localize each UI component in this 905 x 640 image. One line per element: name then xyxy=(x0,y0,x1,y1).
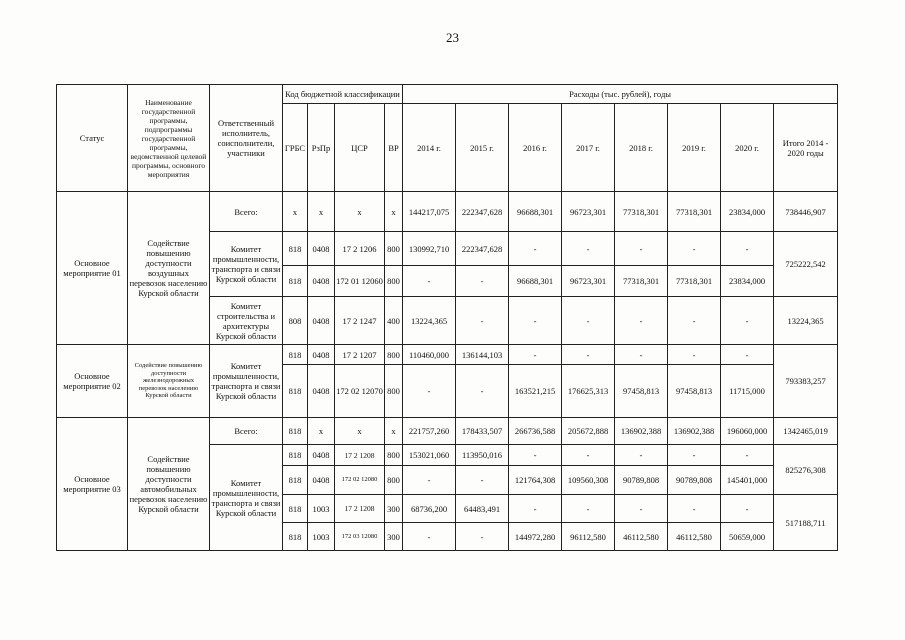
header-executor: Ответственный исполнитель, соисполнители, участники xyxy=(210,85,283,192)
cell: - xyxy=(562,232,615,266)
cell: 77318,301 xyxy=(668,266,721,297)
cell: 400 xyxy=(385,297,403,345)
cell: 0408 xyxy=(308,466,335,495)
cell: 800 xyxy=(385,365,403,418)
cell: 23834,000 xyxy=(721,192,774,232)
cell: - xyxy=(668,232,721,266)
cell: 121764,308 xyxy=(509,466,562,495)
header-status: Статус xyxy=(57,85,128,192)
cell: 818 xyxy=(283,418,308,445)
cell: - xyxy=(509,345,562,365)
cell: 96688,301 xyxy=(509,266,562,297)
cell: 17 2 1247 xyxy=(335,297,385,345)
cell: 77318,301 xyxy=(615,192,668,232)
col-2020: 2020 г. xyxy=(721,104,774,192)
m1-executor-1: Комитет промышленности, транспорта и связи Курской области xyxy=(210,232,283,297)
cell: 818 xyxy=(283,232,308,266)
col-csr: ЦСР xyxy=(335,104,385,192)
cell: - xyxy=(562,495,615,523)
cell: 13224,365 xyxy=(774,297,838,345)
cell: 0408 xyxy=(308,445,335,466)
cell: 825276,308 xyxy=(774,445,838,495)
cell: 144972,280 xyxy=(509,523,562,551)
cell: - xyxy=(721,297,774,345)
cell: - xyxy=(456,523,509,551)
cell: 222347,628 xyxy=(456,232,509,266)
cell: х xyxy=(308,418,335,445)
cell: - xyxy=(403,266,456,297)
cell: 90789,808 xyxy=(668,466,721,495)
col-grbs: ГРБС xyxy=(283,104,308,192)
cell: - xyxy=(721,495,774,523)
cell: 153021,060 xyxy=(403,445,456,466)
page-number: 23 xyxy=(446,30,459,45)
cell: 96723,301 xyxy=(562,192,615,232)
cell: 1003 xyxy=(308,495,335,523)
cell: 818 xyxy=(283,345,308,365)
cell: 300 xyxy=(385,495,403,523)
cell: 517188,711 xyxy=(774,495,838,551)
cell: х xyxy=(385,192,403,232)
cell: 222347,628 xyxy=(456,192,509,232)
cell: 136902,388 xyxy=(615,418,668,445)
cell: 145401,000 xyxy=(721,466,774,495)
cell: 77318,301 xyxy=(615,266,668,297)
col-2018: 2018 г. xyxy=(615,104,668,192)
cell: 136144,103 xyxy=(456,345,509,365)
cell: 178433,507 xyxy=(456,418,509,445)
cell: х xyxy=(385,418,403,445)
cell: - xyxy=(456,297,509,345)
col-2017: 2017 г. xyxy=(562,104,615,192)
cell: 172 02 12070 xyxy=(335,365,385,418)
cell: - xyxy=(509,232,562,266)
header-budget-code: Код бюджетной классификации xyxy=(283,85,403,104)
m1-total-label: Всего: xyxy=(210,192,283,232)
cell: 1003 xyxy=(308,523,335,551)
cell: 0408 xyxy=(308,232,335,266)
cell: 800 xyxy=(385,266,403,297)
cell: - xyxy=(509,297,562,345)
m3-name: Содействие повышению доступности автомобильных перевозок населению Курской области xyxy=(128,418,210,551)
cell: 113950,016 xyxy=(456,445,509,466)
cell: 130992,710 xyxy=(403,232,456,266)
m1-executor-2: Комитет строительства и архитектуры Курской области xyxy=(210,297,283,345)
cell: 136902,388 xyxy=(668,418,721,445)
col-rzpr: РзПр xyxy=(308,104,335,192)
cell: - xyxy=(562,445,615,466)
cell: 46112,580 xyxy=(668,523,721,551)
cell: - xyxy=(721,445,774,466)
cell: - xyxy=(456,266,509,297)
col-2014: 2014 г. xyxy=(403,104,456,192)
cell: 176625,313 xyxy=(562,365,615,418)
cell: 96112,580 xyxy=(562,523,615,551)
cell: 266736,588 xyxy=(509,418,562,445)
m2-name: Содействие повышению доступности железнодорожных перевозок населению Курской области xyxy=(128,345,210,418)
cell: 818 xyxy=(283,466,308,495)
cell: 17 2 1207 xyxy=(335,345,385,365)
cell: 0408 xyxy=(308,345,335,365)
cell: - xyxy=(668,445,721,466)
cell: 221757,260 xyxy=(403,418,456,445)
m1-name: Содействие повышению доступности воздушных перевозок населению Курской области xyxy=(128,192,210,345)
table-row xyxy=(57,192,838,232)
m2-executor: Комитет промышленности, транспорта и связи Курской области xyxy=(210,345,283,418)
cell: - xyxy=(615,345,668,365)
cell: 818 xyxy=(283,266,308,297)
cell: - xyxy=(509,495,562,523)
m3-executor: Комитет промышленности, транспорта и связи Курской области xyxy=(210,445,283,551)
cell: х xyxy=(308,192,335,232)
cell: 818 xyxy=(283,445,308,466)
cell: 96723,301 xyxy=(562,266,615,297)
col-2016: 2016 г. xyxy=(509,104,562,192)
cell: 818 xyxy=(283,365,308,418)
cell: 68736,200 xyxy=(403,495,456,523)
cell: х xyxy=(283,192,308,232)
cell: 90789,808 xyxy=(615,466,668,495)
cell: 109560,308 xyxy=(562,466,615,495)
cell: 17 2 1208 xyxy=(335,445,385,466)
cell: 800 xyxy=(385,345,403,365)
cell: 172 02 12080 xyxy=(335,466,385,495)
cell: - xyxy=(615,297,668,345)
cell: х xyxy=(335,418,385,445)
cell: - xyxy=(403,365,456,418)
cell: 17 2 1208 xyxy=(335,495,385,523)
cell: - xyxy=(456,466,509,495)
cell: - xyxy=(668,297,721,345)
cell: 0408 xyxy=(308,297,335,345)
cell: 800 xyxy=(385,466,403,495)
col-vr: ВР xyxy=(385,104,403,192)
cell: 818 xyxy=(283,523,308,551)
cell: - xyxy=(721,232,774,266)
cell: - xyxy=(721,345,774,365)
cell: 793383,257 xyxy=(774,345,838,418)
header-row-1 xyxy=(57,85,838,104)
cell: - xyxy=(615,445,668,466)
cell: 0408 xyxy=(308,365,335,418)
cell: - xyxy=(456,365,509,418)
m3-status: Основное мероприятие 03 xyxy=(57,418,128,551)
cell: 800 xyxy=(385,232,403,266)
cell: 77318,301 xyxy=(668,192,721,232)
cell: 196060,000 xyxy=(721,418,774,445)
cell: х xyxy=(335,192,385,232)
cell: - xyxy=(562,345,615,365)
m1-status: Основное мероприятие 01 xyxy=(57,192,128,345)
table-row xyxy=(57,345,838,365)
col-2015: 2015 г. xyxy=(456,104,509,192)
cell: 64483,491 xyxy=(456,495,509,523)
cell: 97458,813 xyxy=(615,365,668,418)
cell: 17 2 1206 xyxy=(335,232,385,266)
m3-total-label: Всего: xyxy=(210,418,283,445)
cell: - xyxy=(403,466,456,495)
cell: 1342465,019 xyxy=(774,418,838,445)
cell: 46112,580 xyxy=(615,523,668,551)
cell: 23834,000 xyxy=(721,266,774,297)
cell: 738446,907 xyxy=(774,192,838,232)
cell: - xyxy=(615,495,668,523)
cell: 163521,215 xyxy=(509,365,562,418)
header-name: Наименование государственной программы, подпрограммы государственной программы, ведомственной целевой программы, основного мероприятия xyxy=(128,85,210,192)
cell: 144217,075 xyxy=(403,192,456,232)
cell: 800 xyxy=(385,445,403,466)
cell: 205672,888 xyxy=(562,418,615,445)
budget-table xyxy=(56,84,838,551)
cell: 172 01 12060 xyxy=(335,266,385,297)
cell: 96688,301 xyxy=(509,192,562,232)
cell: 725222,542 xyxy=(774,232,838,297)
cell: - xyxy=(615,232,668,266)
col-total: Итого 2014 - 2020 годы xyxy=(774,104,838,192)
cell: - xyxy=(403,523,456,551)
cell: 0408 xyxy=(308,266,335,297)
cell: 808 xyxy=(283,297,308,345)
cell: - xyxy=(668,345,721,365)
col-2019: 2019 г. xyxy=(668,104,721,192)
cell: 300 xyxy=(385,523,403,551)
cell: 13224,365 xyxy=(403,297,456,345)
header-expenses: Расходы (тыс. рублей), годы xyxy=(403,85,838,104)
cell: 818 xyxy=(283,495,308,523)
m2-status: Основное мероприятие 02 xyxy=(57,345,128,418)
cell: 110460,000 xyxy=(403,345,456,365)
cell: 97458,813 xyxy=(668,365,721,418)
cell: - xyxy=(562,297,615,345)
cell: 11715,000 xyxy=(721,365,774,418)
table-row xyxy=(57,418,838,445)
cell: - xyxy=(668,495,721,523)
cell: 50659,000 xyxy=(721,523,774,551)
cell: - xyxy=(509,445,562,466)
cell: 172 03 12080 xyxy=(335,523,385,551)
